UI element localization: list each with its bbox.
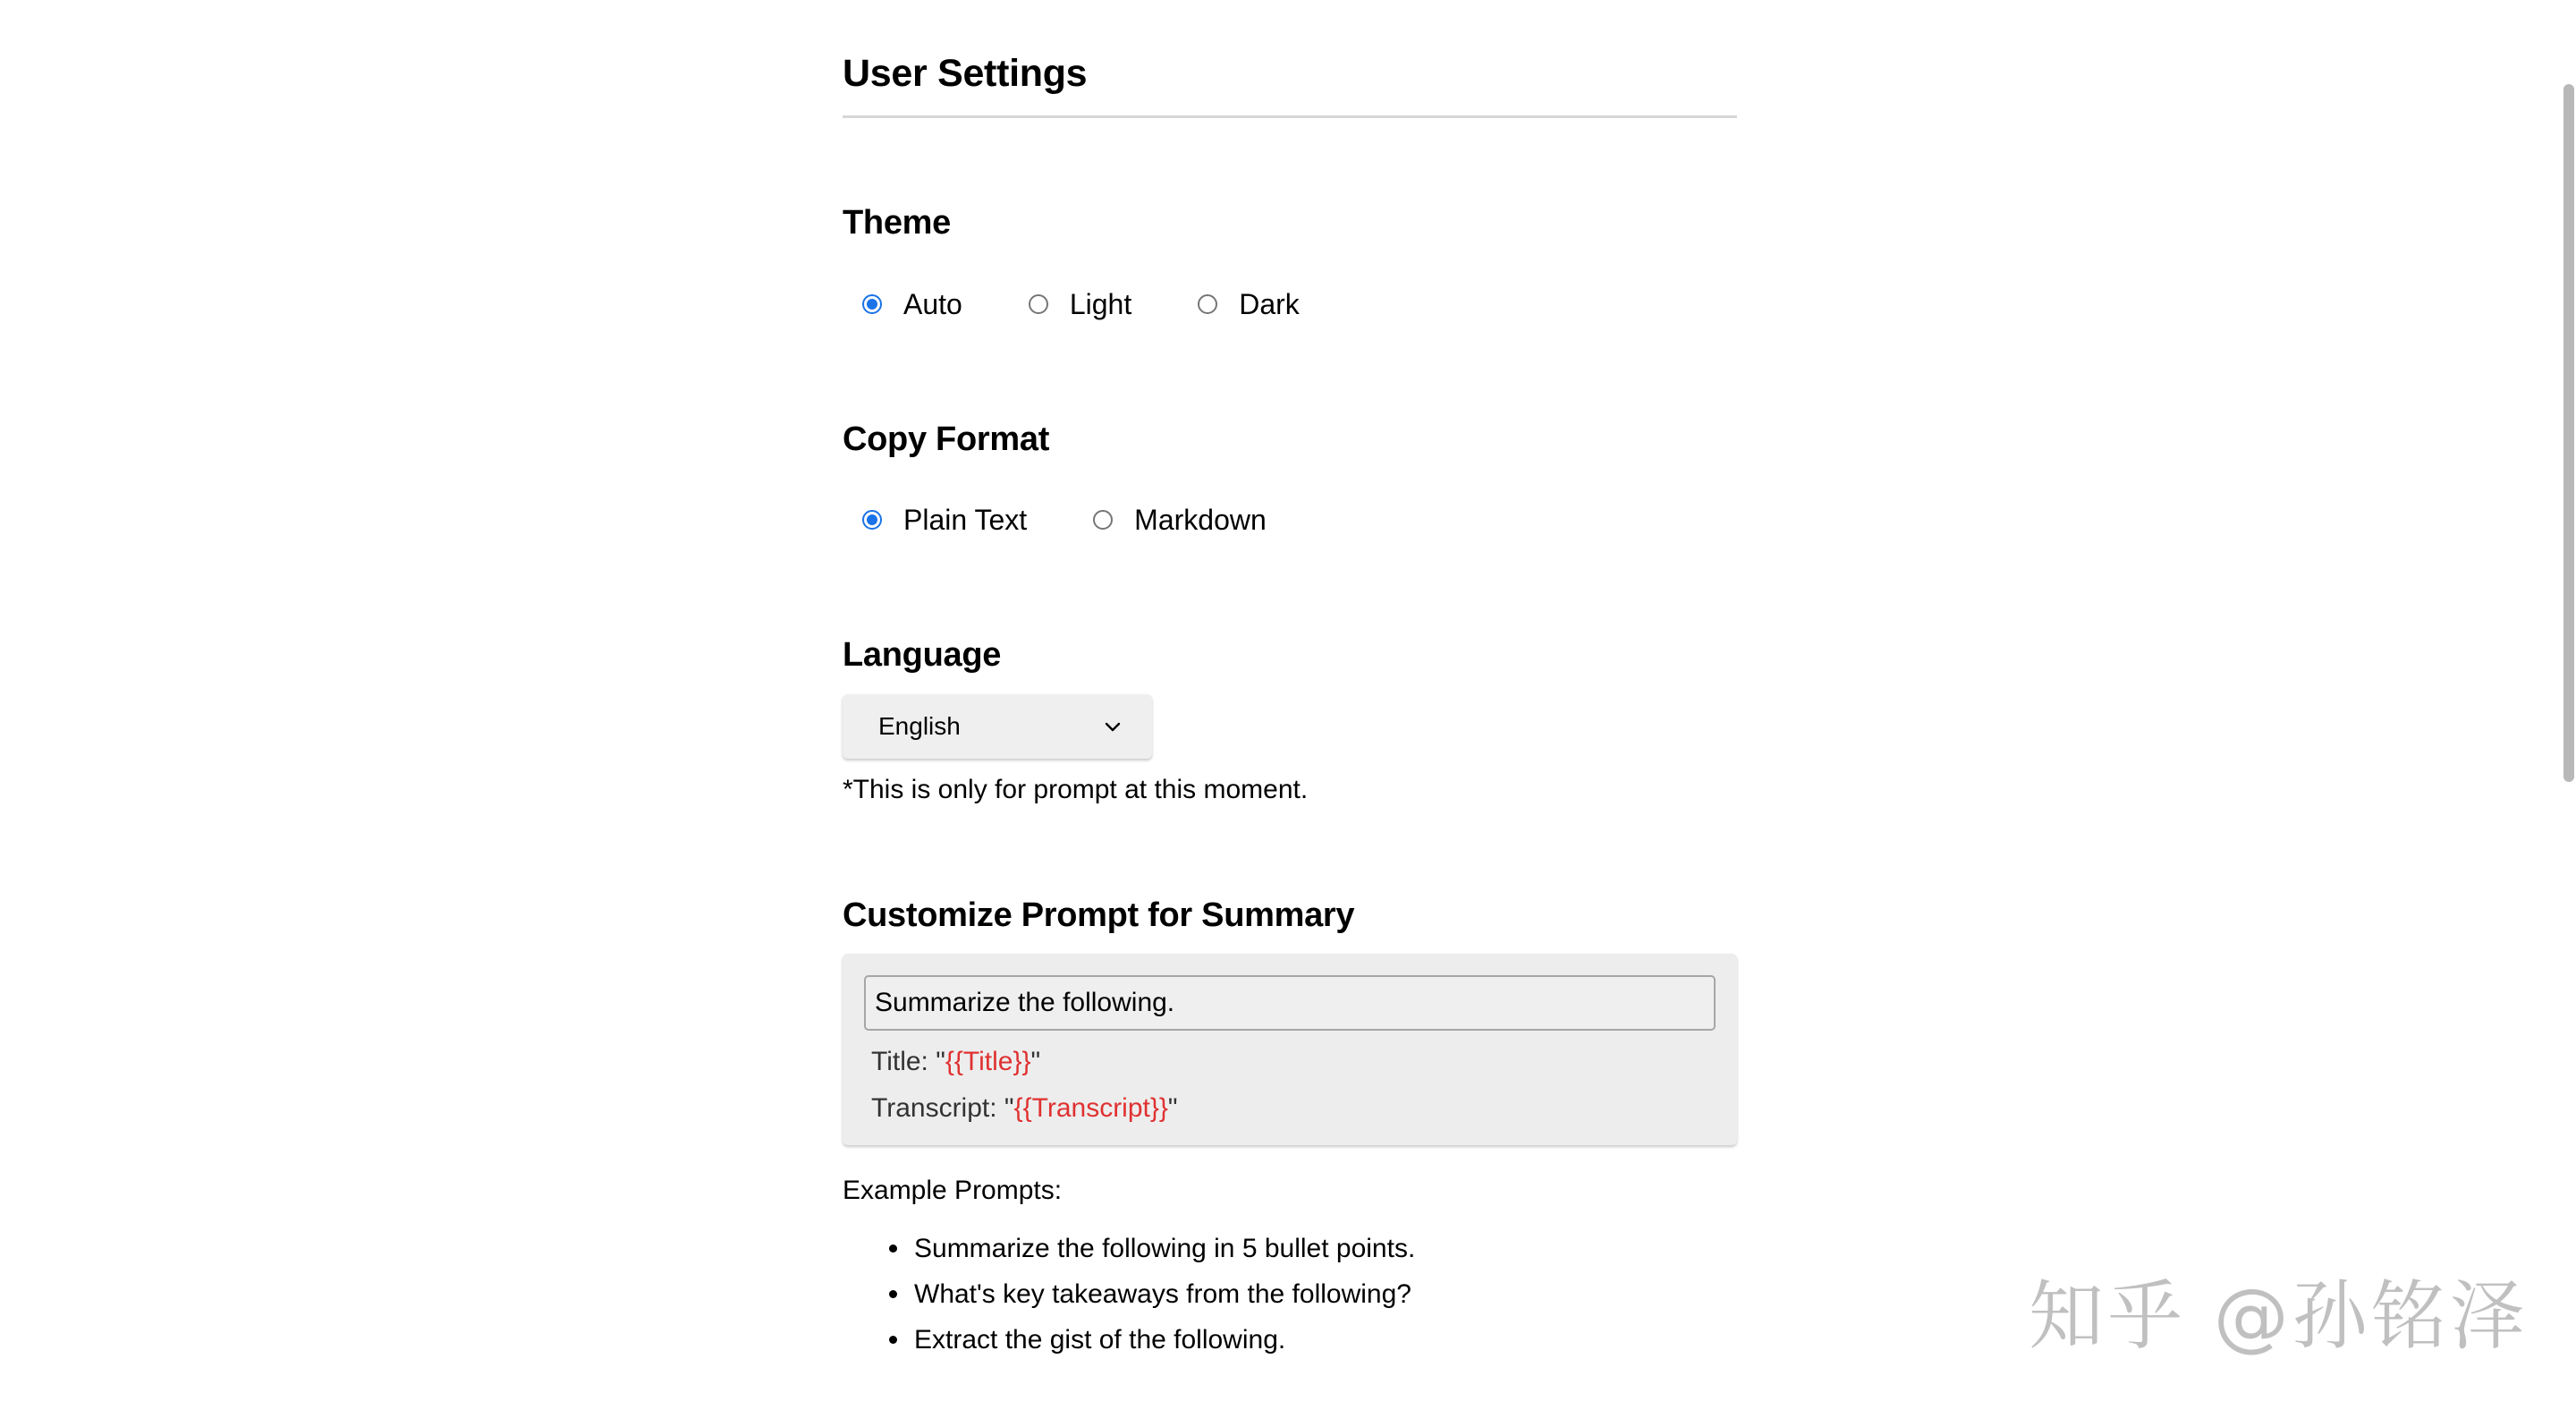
copy-format-option-markdown[interactable] [1093, 504, 1311, 537]
language-note: *This is only for prompt at this moment. [843, 775, 1309, 804]
prompt-title-line [871, 1047, 1040, 1077]
theme-auto-radio[interactable] [862, 294, 882, 314]
prompt-transcript-prefix: Transcript: " [871, 1093, 1014, 1123]
theme-auto-label[interactable]: Auto [903, 287, 962, 320]
plain-text-radio[interactable] [862, 510, 882, 530]
language-select-value: English [878, 712, 961, 740]
title-variable: {{Title}} [945, 1047, 1031, 1076]
prompt-heading: Customize Prompt for Summary [843, 896, 1355, 934]
example-prompts-list [843, 1226, 1415, 1363]
prompt-title-prefix: Title: " [871, 1047, 945, 1076]
markdown-label[interactable]: Markdown [1134, 503, 1267, 536]
theme-dark-radio[interactable] [1198, 294, 1217, 314]
copy-format-radio-group [843, 497, 1311, 542]
theme-light-label[interactable]: Light [1069, 287, 1132, 320]
markdown-radio[interactable] [1093, 510, 1113, 530]
theme-light-radio[interactable] [1029, 294, 1048, 314]
theme-heading: Theme [843, 204, 951, 242]
plain-text-label[interactable]: Plain Text [903, 503, 1028, 536]
transcript-variable: {{Transcript}} [1013, 1093, 1168, 1123]
watermark: 知乎 @孙铭泽 [2029, 1272, 2529, 1360]
prompt-editor [843, 954, 1737, 1145]
theme-option-dark[interactable] [1198, 288, 1344, 321]
title-divider [843, 115, 1737, 118]
theme-option-auto[interactable] [843, 288, 1029, 321]
theme-radio-group [843, 282, 1344, 327]
list-item: What's key takeaways from the following? [843, 1271, 1415, 1317]
language-select[interactable] [843, 694, 1152, 759]
list-item: Extract the gist of the following. [843, 1317, 1415, 1363]
prompt-title-suffix: " [1030, 1047, 1041, 1076]
scrollbar-thumb[interactable] [2563, 84, 2574, 782]
theme-option-light[interactable] [1029, 288, 1198, 321]
list-item: Summarize the following in 5 bullet points. [843, 1226, 1415, 1271]
theme-dark-label[interactable]: Dark [1239, 287, 1300, 320]
prompt-input[interactable] [864, 975, 1716, 1031]
copy-format-heading: Copy Format [843, 420, 1050, 458]
prompt-transcript-line [871, 1093, 1178, 1124]
page-title: User Settings [843, 52, 1088, 95]
language-heading: Language [843, 636, 1002, 674]
prompt-transcript-suffix: " [1167, 1093, 1178, 1123]
example-prompts-label: Example Prompts: [843, 1176, 1063, 1205]
copy-format-option-plain-text[interactable] [843, 504, 1093, 537]
chevron-down-icon [1104, 720, 1122, 733]
